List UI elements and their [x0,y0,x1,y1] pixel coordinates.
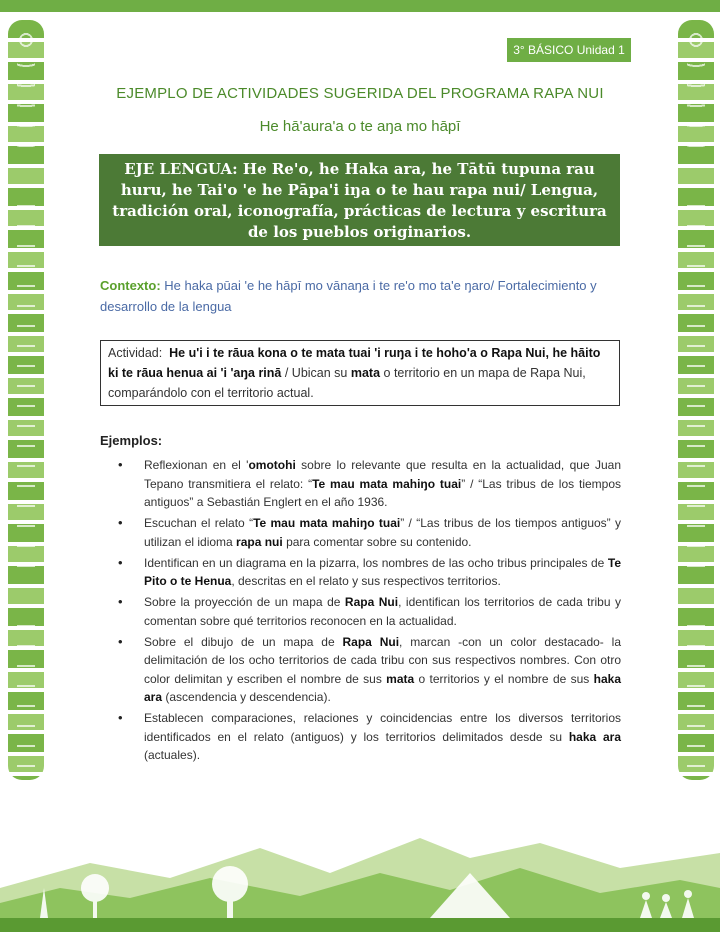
example-bold: Rapa Nui [344,595,399,609]
example-bold: Rapa Nui [342,634,400,649]
list-item [100,633,621,707]
example-text: ” / “Las tribus de los tiempos antiguos” y utilizan el idioma [144,516,621,549]
example-bold: rapa nui [236,534,283,549]
list-item [100,456,621,512]
activity-label: Actividad: [108,346,163,360]
list-item [100,554,621,591]
activity-box [100,340,620,406]
landscape-illustration [0,818,720,932]
example-bold: haka ara [568,729,621,744]
context-paragraph [100,275,620,317]
example-bold: Te mau mata mahiŋo tuai [312,476,462,491]
example-text: (actuales). [144,748,201,762]
example-text: , identifican los territorios de cada tribu y comentan sobre qué territorios reconocen en la actualidad. [144,595,621,628]
example-text: Sobre el dibujo de un mapa de [144,634,343,649]
example-text: Reflexionan en el ' [144,458,249,472]
list-item [100,709,621,765]
example-text: para comentar sobre su contenido. [282,534,472,549]
list-item [100,514,621,551]
activity-text-1: / Ubican su [281,366,351,380]
example-bold: Te Pito o te Henua [144,555,621,588]
example-text: Sobre la proyección de un mapa de [144,595,345,609]
activity-text-2: o territorio en un mapa de Rapa Nui, comparándolo con el territorio actual. [108,366,586,400]
examples-heading: Ejemplos: [100,433,163,448]
example-text: , descritas en el relato y sus respectivos territorios. [231,574,501,588]
example-text: sobre lo relevante que resulta en la actualidad, que Juan Tepano transmitiera el relato: “ [144,458,622,491]
page-subtitle: He hā'aura'a o te aŋa mo hāpī [259,118,461,135]
example-bold: Te mau mata mahiŋo tuai [253,516,401,530]
example-bold: mata [386,671,415,686]
top-band [0,0,720,12]
example-text: , marcan -con un color destacado- la delimitación de los ocho territorios de cada tribu con sus respectivos nombres. Con otro color delimitan y escriben el nombre de sus [144,634,621,686]
example-text: Escuchan el relato “ [144,516,254,530]
activity-bold: He u'i i te rāua kona o te mata tuai 'i ruŋa i te hoho'a o Rapa Nui, he hāito ki te rāua henua ai 'i 'aŋa rinā [108,346,601,380]
example-text: ” / “Las tribus de los tiempos antiguos” a Sebastián Englert en el año 1936. [144,476,621,509]
example-text: (ascendencia y descendencia). [162,690,331,704]
context-text: He haka pūai 'e he hāpī mo vānaŋa i te re'o mo ta'e ŋaro/ Fortalecimiento y desarrollo de la lengua [100,278,597,314]
example-bold: haka ara [144,671,621,704]
example-bold: omotohi [248,458,296,472]
axis-banner: EJE LENGUA: He Re'o, he Haka ara, he Tātū tupuna rau huru, he Tai'o 'e he Pāpa'i iŋa o te hau rapa nui/ Lengua, tradición oral, iconografía, prácticas de lectura y escritura de los pueblos originarios. [99,154,620,246]
grade-unit-badge: 3° BÁSICO Unidad 1 [507,38,631,62]
list-item [100,593,621,630]
example-text: o territorios y el nombre de sus [414,671,594,686]
activity-bold-2: mata [350,366,381,380]
examples-list [100,456,621,767]
context-label: Contexto: [100,278,161,293]
page-title: EJEMPLO DE ACTIVIDADES SUGERIDA DEL PROGRAMA RAPA NUI [116,85,604,102]
example-text: Identifican en un diagrama en la pizarra, los nombres de las ocho tribus principales de [144,555,608,570]
footer-landscape-illustration [0,818,720,932]
example-text: Establecen comparaciones, relaciones y coincidencias entre los diversos territorios identificados en el relato (antiguos) y los territorios delimitados desde su [144,711,621,744]
